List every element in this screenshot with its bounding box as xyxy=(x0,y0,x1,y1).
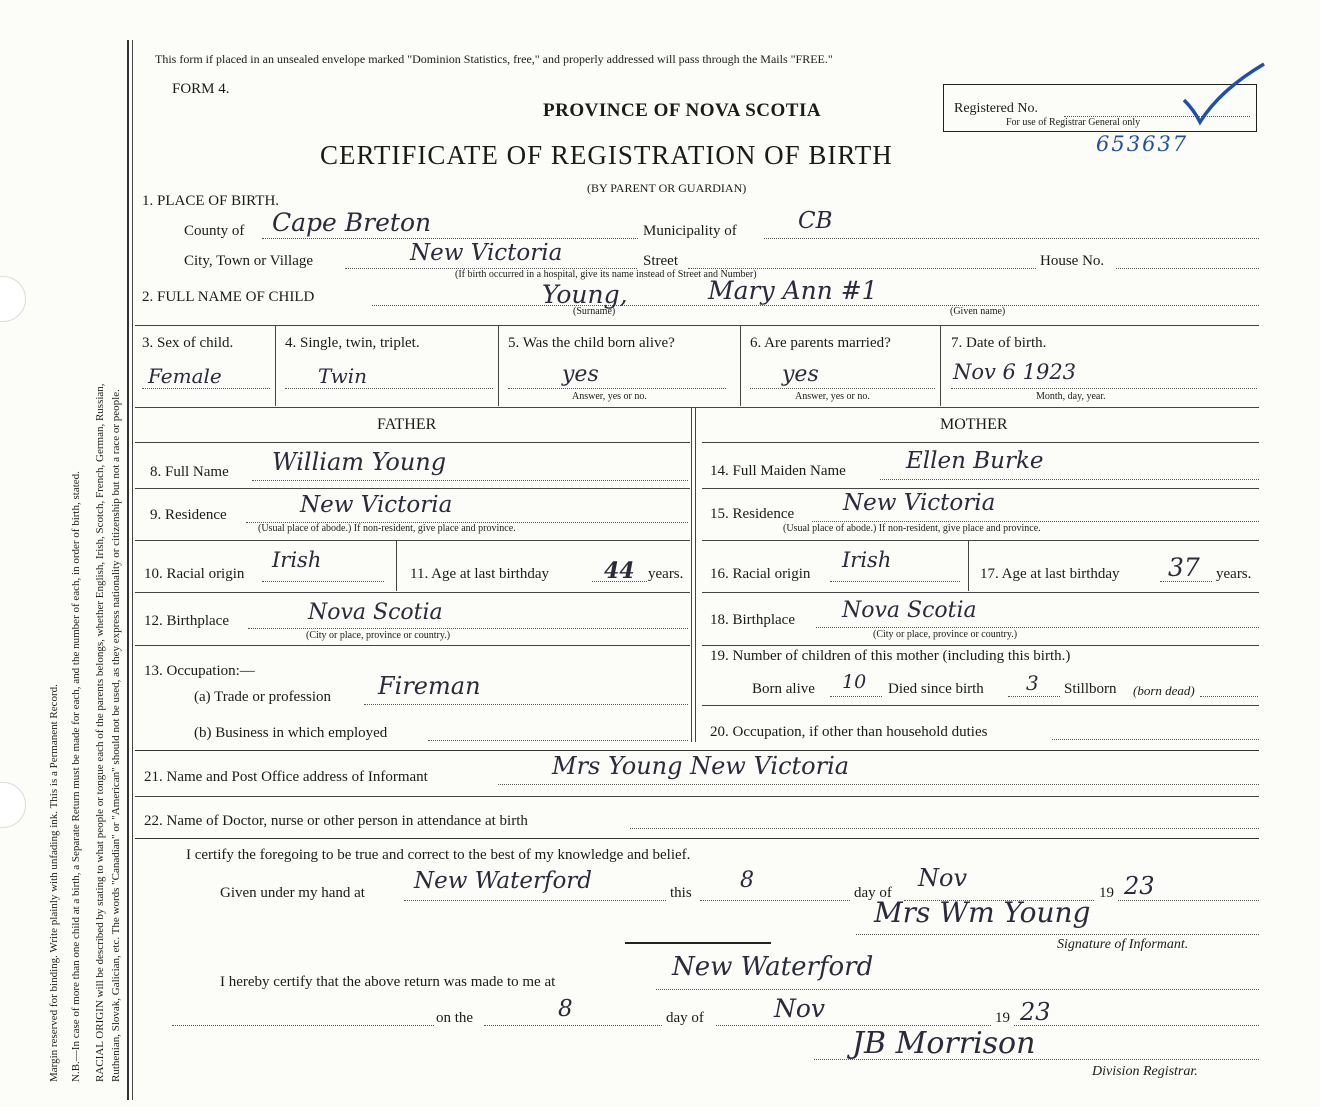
alive-caption: Answer, yes or no. xyxy=(572,391,647,402)
registrar-day-value: 8 xyxy=(558,996,573,1022)
registered-number: 653637 xyxy=(1096,132,1189,156)
margin-note-binding: Margin reserved for binding. Write plainly with unfading ink. This is a Permanent Record. xyxy=(48,684,60,1082)
father-residence-value: New Victoria xyxy=(300,492,453,518)
dob-label: 7. Date of birth. xyxy=(951,335,1047,351)
mother-rule-5 xyxy=(702,705,1259,706)
mother-residence-value: New Victoria xyxy=(843,490,996,516)
city-value: New Victoria xyxy=(410,240,563,266)
dob-caption: Month, day, year. xyxy=(1036,391,1106,402)
married-label: 6. Are parents married? xyxy=(750,335,891,351)
registrar-year-prefix: 19 xyxy=(995,1010,1010,1026)
rule-above-certification xyxy=(135,838,1259,839)
place-of-birth-label: 1. PLACE OF BIRTH. xyxy=(142,193,280,209)
born-alive-value: 10 xyxy=(842,671,867,693)
mother-age-label: 17. Age at last birthday xyxy=(980,566,1120,582)
registrar-year-value: 23 xyxy=(1020,998,1051,1026)
father-occupation-label: 13. Occupation:— xyxy=(144,663,255,679)
check-mark xyxy=(1180,60,1270,130)
registered-note: For use of Registrar General only xyxy=(1006,117,1141,128)
died-since-birth-label: Died since birth xyxy=(888,681,984,697)
plurality-dotline xyxy=(285,388,493,389)
father-age-value: 44 xyxy=(604,558,635,584)
father-heading-rule xyxy=(135,442,690,443)
day-dotline xyxy=(700,900,850,901)
given-place-value: New Waterford xyxy=(414,868,593,894)
year-dotline xyxy=(1118,900,1259,901)
stillborn-dotline xyxy=(1200,696,1258,697)
certification-statement: I certify the foregoing to be true and correct to the best of my knowledge and belief. xyxy=(186,847,691,863)
hospital-note: (If birth occurred in a hospital, give its name instead of Street and Number) xyxy=(455,269,757,280)
given-under-label: Given under my hand at xyxy=(220,885,365,901)
sex-label: 3. Sex of child. xyxy=(142,335,234,351)
mother-name-value: Ellen Burke xyxy=(906,448,1044,474)
child-name-dotline xyxy=(372,305,1259,306)
municipality-dotline xyxy=(764,238,1259,239)
registrar-caption: Division Registrar. xyxy=(1092,1064,1198,1079)
father-age-label: 11. Age at last birthday xyxy=(410,566,549,582)
father-years-label: years. xyxy=(648,566,684,582)
father-birthplace-label: 12. Birthplace xyxy=(144,613,229,629)
doctor-dotline xyxy=(630,828,1259,829)
surname-caption: (Surname) xyxy=(573,306,616,317)
married-value: yes xyxy=(782,362,819,387)
father-trade-label: (a) Trade or profession xyxy=(194,689,332,705)
married-dotline xyxy=(750,388,935,389)
stillborn-note: (born dead) xyxy=(1133,683,1195,698)
doctor-label: 22. Name of Doctor, nurse or other person in attendance at birth xyxy=(144,813,528,829)
rule-above-informant xyxy=(135,750,1259,751)
father-business-dotline xyxy=(428,740,688,741)
registrar-signature: JB Morrison xyxy=(852,1026,1036,1061)
informant-dotline xyxy=(498,784,1259,785)
margin-note-multiple-births: N.B.—In case of more than one child at a birth, a Separate Return must be made for each, and the number of each, in order of birth, stated. xyxy=(70,471,82,1082)
municipality-label: Municipality of xyxy=(643,223,737,239)
year-value: 23 xyxy=(1124,872,1155,900)
rule-above-doctor xyxy=(135,796,1259,797)
children-count-label: 19. Number of children of this mother (including this birth.) xyxy=(710,648,1071,664)
born-alive-label: Born alive xyxy=(752,681,815,697)
mother-name-dotline xyxy=(880,479,1259,480)
day-of-label: day of xyxy=(854,885,892,901)
street-label: Street xyxy=(643,253,678,269)
given-place-dotline xyxy=(404,900,666,901)
punch-hole-bottom xyxy=(0,782,26,828)
father-rule-4 xyxy=(135,645,690,646)
house-label: House No. xyxy=(1040,253,1105,269)
father-name-dotline xyxy=(252,480,688,481)
father-racial-dotline xyxy=(262,581,384,582)
informant-label: 21. Name and Post Office address of Informant xyxy=(144,769,428,785)
county-dotline xyxy=(262,238,638,239)
father-trade-value: Fireman xyxy=(378,672,481,700)
registrar-day-of-label: day of xyxy=(666,1010,704,1026)
signature-caption: Signature of Informant. xyxy=(1057,937,1189,952)
father-racial-value: Irish xyxy=(272,548,322,572)
margin-rule-inner xyxy=(132,40,133,1100)
mother-rule-3 xyxy=(702,592,1259,593)
municipality-value: CB xyxy=(798,208,833,234)
child-name-label: 2. FULL NAME OF CHILD xyxy=(142,289,315,305)
row3-divider-3 xyxy=(740,326,741,406)
informant-signature: Mrs Wm Young xyxy=(874,896,1091,929)
rule-above-parents xyxy=(135,407,1259,408)
dob-dotline xyxy=(951,388,1257,389)
city-label: City, Town or Village xyxy=(184,253,314,269)
father-racial-label: 10. Racial origin xyxy=(144,566,245,582)
registrar-lead-dotline xyxy=(172,1025,434,1026)
short-separator xyxy=(625,942,771,944)
father-residence-caption: (Usual place of abode.) If non-resident, give place and province. xyxy=(258,523,516,534)
house-dotline xyxy=(1116,268,1259,269)
sex-dotline xyxy=(142,388,270,389)
father-birthplace-value: Nova Scotia xyxy=(308,600,443,625)
registrar-signature-dotline xyxy=(814,1059,1259,1060)
mother-birthplace-dotline xyxy=(816,627,1259,628)
father-rule-1 xyxy=(135,488,690,489)
dob-value: Nov 6 1923 xyxy=(953,360,1077,384)
this-label: this xyxy=(670,885,692,901)
plurality-value: Twin xyxy=(318,364,368,388)
father-name-value: William Young xyxy=(272,448,447,476)
father-trade-dotline xyxy=(364,704,688,705)
registered-label: Registered No. xyxy=(954,101,1038,116)
mother-heading: MOTHER xyxy=(940,416,1008,433)
stillborn-label: Stillborn xyxy=(1064,681,1117,697)
margin-note-nationality: Ruthenian, Slovak, Galician, etc. The words "Canadian" or "American" should not be used, as they express nationality or citizenship but not a race or people. xyxy=(110,389,122,1082)
margin-rule xyxy=(127,40,129,1100)
plurality-label: 4. Single, twin, triplet. xyxy=(285,335,420,351)
registrar-month-value: Nov xyxy=(774,994,826,1023)
father-rule-2 xyxy=(135,540,690,541)
mother-birthplace-label: 18. Birthplace xyxy=(710,612,795,628)
parents-divider-a xyxy=(691,408,692,742)
mother-birthplace-caption: (City or place, province or country.) xyxy=(873,629,1018,640)
child-surname: Young, xyxy=(542,280,628,309)
mother-age-value: 37 xyxy=(1168,553,1200,582)
registrar-day-dotline xyxy=(484,1025,662,1026)
postal-notice: This form if placed in an unsealed envelope marked "Dominion Statistics, free," and properly addressed will pass through the Mails "FREE." xyxy=(155,52,833,66)
died-since-birth-value: 3 xyxy=(1026,671,1039,695)
row3-divider-2 xyxy=(498,326,499,406)
mother-racial-value: Irish xyxy=(842,548,892,572)
alive-label: 5. Was the child born alive? xyxy=(508,335,675,351)
mother-racial-label: 16. Racial origin xyxy=(710,566,811,582)
punch-hole-top xyxy=(0,276,26,322)
month-value: Nov xyxy=(918,864,968,892)
county-label: County of xyxy=(184,223,245,239)
row3-divider-1 xyxy=(275,326,276,406)
child-given-name: Mary Ann #1 xyxy=(708,276,878,305)
mother-occupation-label: 20. Occupation, if other than household duties xyxy=(710,724,988,740)
margin-note-racial-origin: RACIAL ORIGIN will be described by stating to what people or tongue each of the parents belongs, whether English, Irish, Scotch, French, German, Russian, xyxy=(94,383,106,1082)
certificate-subtitle: (BY PARENT OR GUARDIAN) xyxy=(587,181,747,195)
county-value: Cape Breton xyxy=(272,208,432,237)
on-the-label: on the xyxy=(436,1010,474,1026)
born-alive-dotline xyxy=(830,696,882,697)
died-dotline xyxy=(1008,696,1060,697)
form-number: FORM 4. xyxy=(172,81,230,97)
mother-rule-2 xyxy=(702,540,1259,541)
alive-value: yes xyxy=(562,362,599,387)
father-age-divider xyxy=(396,541,397,591)
alive-dotline xyxy=(508,388,726,389)
mother-racial-dotline xyxy=(830,581,960,582)
given-name-caption: (Given name) xyxy=(950,306,1006,317)
mother-residence-label: 15. Residence xyxy=(710,506,795,522)
rule-above-row3 xyxy=(135,325,1259,326)
registrar-place-value: New Waterford xyxy=(672,952,874,982)
father-residence-label: 9. Residence xyxy=(150,507,227,523)
signature-dotline xyxy=(856,934,1259,935)
mother-residence-dotline xyxy=(812,521,1259,522)
day-value: 8 xyxy=(740,868,754,893)
mother-rule-1 xyxy=(702,488,1259,489)
mother-rule-4 xyxy=(702,645,1259,646)
mother-years-label: years. xyxy=(1216,566,1252,582)
sex-value: Female xyxy=(148,364,222,388)
mother-occupation-dotline xyxy=(1052,739,1259,740)
father-birthplace-dotline xyxy=(248,628,688,629)
father-name-label: 8. Full Name xyxy=(150,464,229,480)
certificate-title: CERTIFICATE OF REGISTRATION OF BIRTH xyxy=(320,140,893,170)
father-birthplace-caption: (City or place, province or country.) xyxy=(306,630,451,641)
parents-divider-b xyxy=(695,408,696,742)
informant-value: Mrs Young New Victoria xyxy=(552,752,850,780)
year-prefix: 19 xyxy=(1099,885,1114,901)
province-heading: PROVINCE OF NOVA SCOTIA xyxy=(543,100,822,121)
mother-age-divider xyxy=(968,541,969,591)
mother-name-label: 14. Full Maiden Name xyxy=(710,463,846,479)
father-business-label: (b) Business in which employed xyxy=(194,725,388,741)
father-heading: FATHER xyxy=(377,416,437,433)
father-rule-3 xyxy=(135,592,690,593)
mother-birthplace-value: Nova Scotia xyxy=(842,598,977,623)
mother-residence-caption: (Usual place of abode.) If non-resident, give place and province. xyxy=(783,523,1041,534)
married-caption: Answer, yes or no. xyxy=(795,391,870,402)
registrar-statement: I hereby certify that the above return was made to me at xyxy=(220,974,556,990)
mother-heading-rule xyxy=(702,442,1259,443)
row3-divider-4 xyxy=(940,326,941,406)
registrar-place-dotline xyxy=(656,989,1259,990)
